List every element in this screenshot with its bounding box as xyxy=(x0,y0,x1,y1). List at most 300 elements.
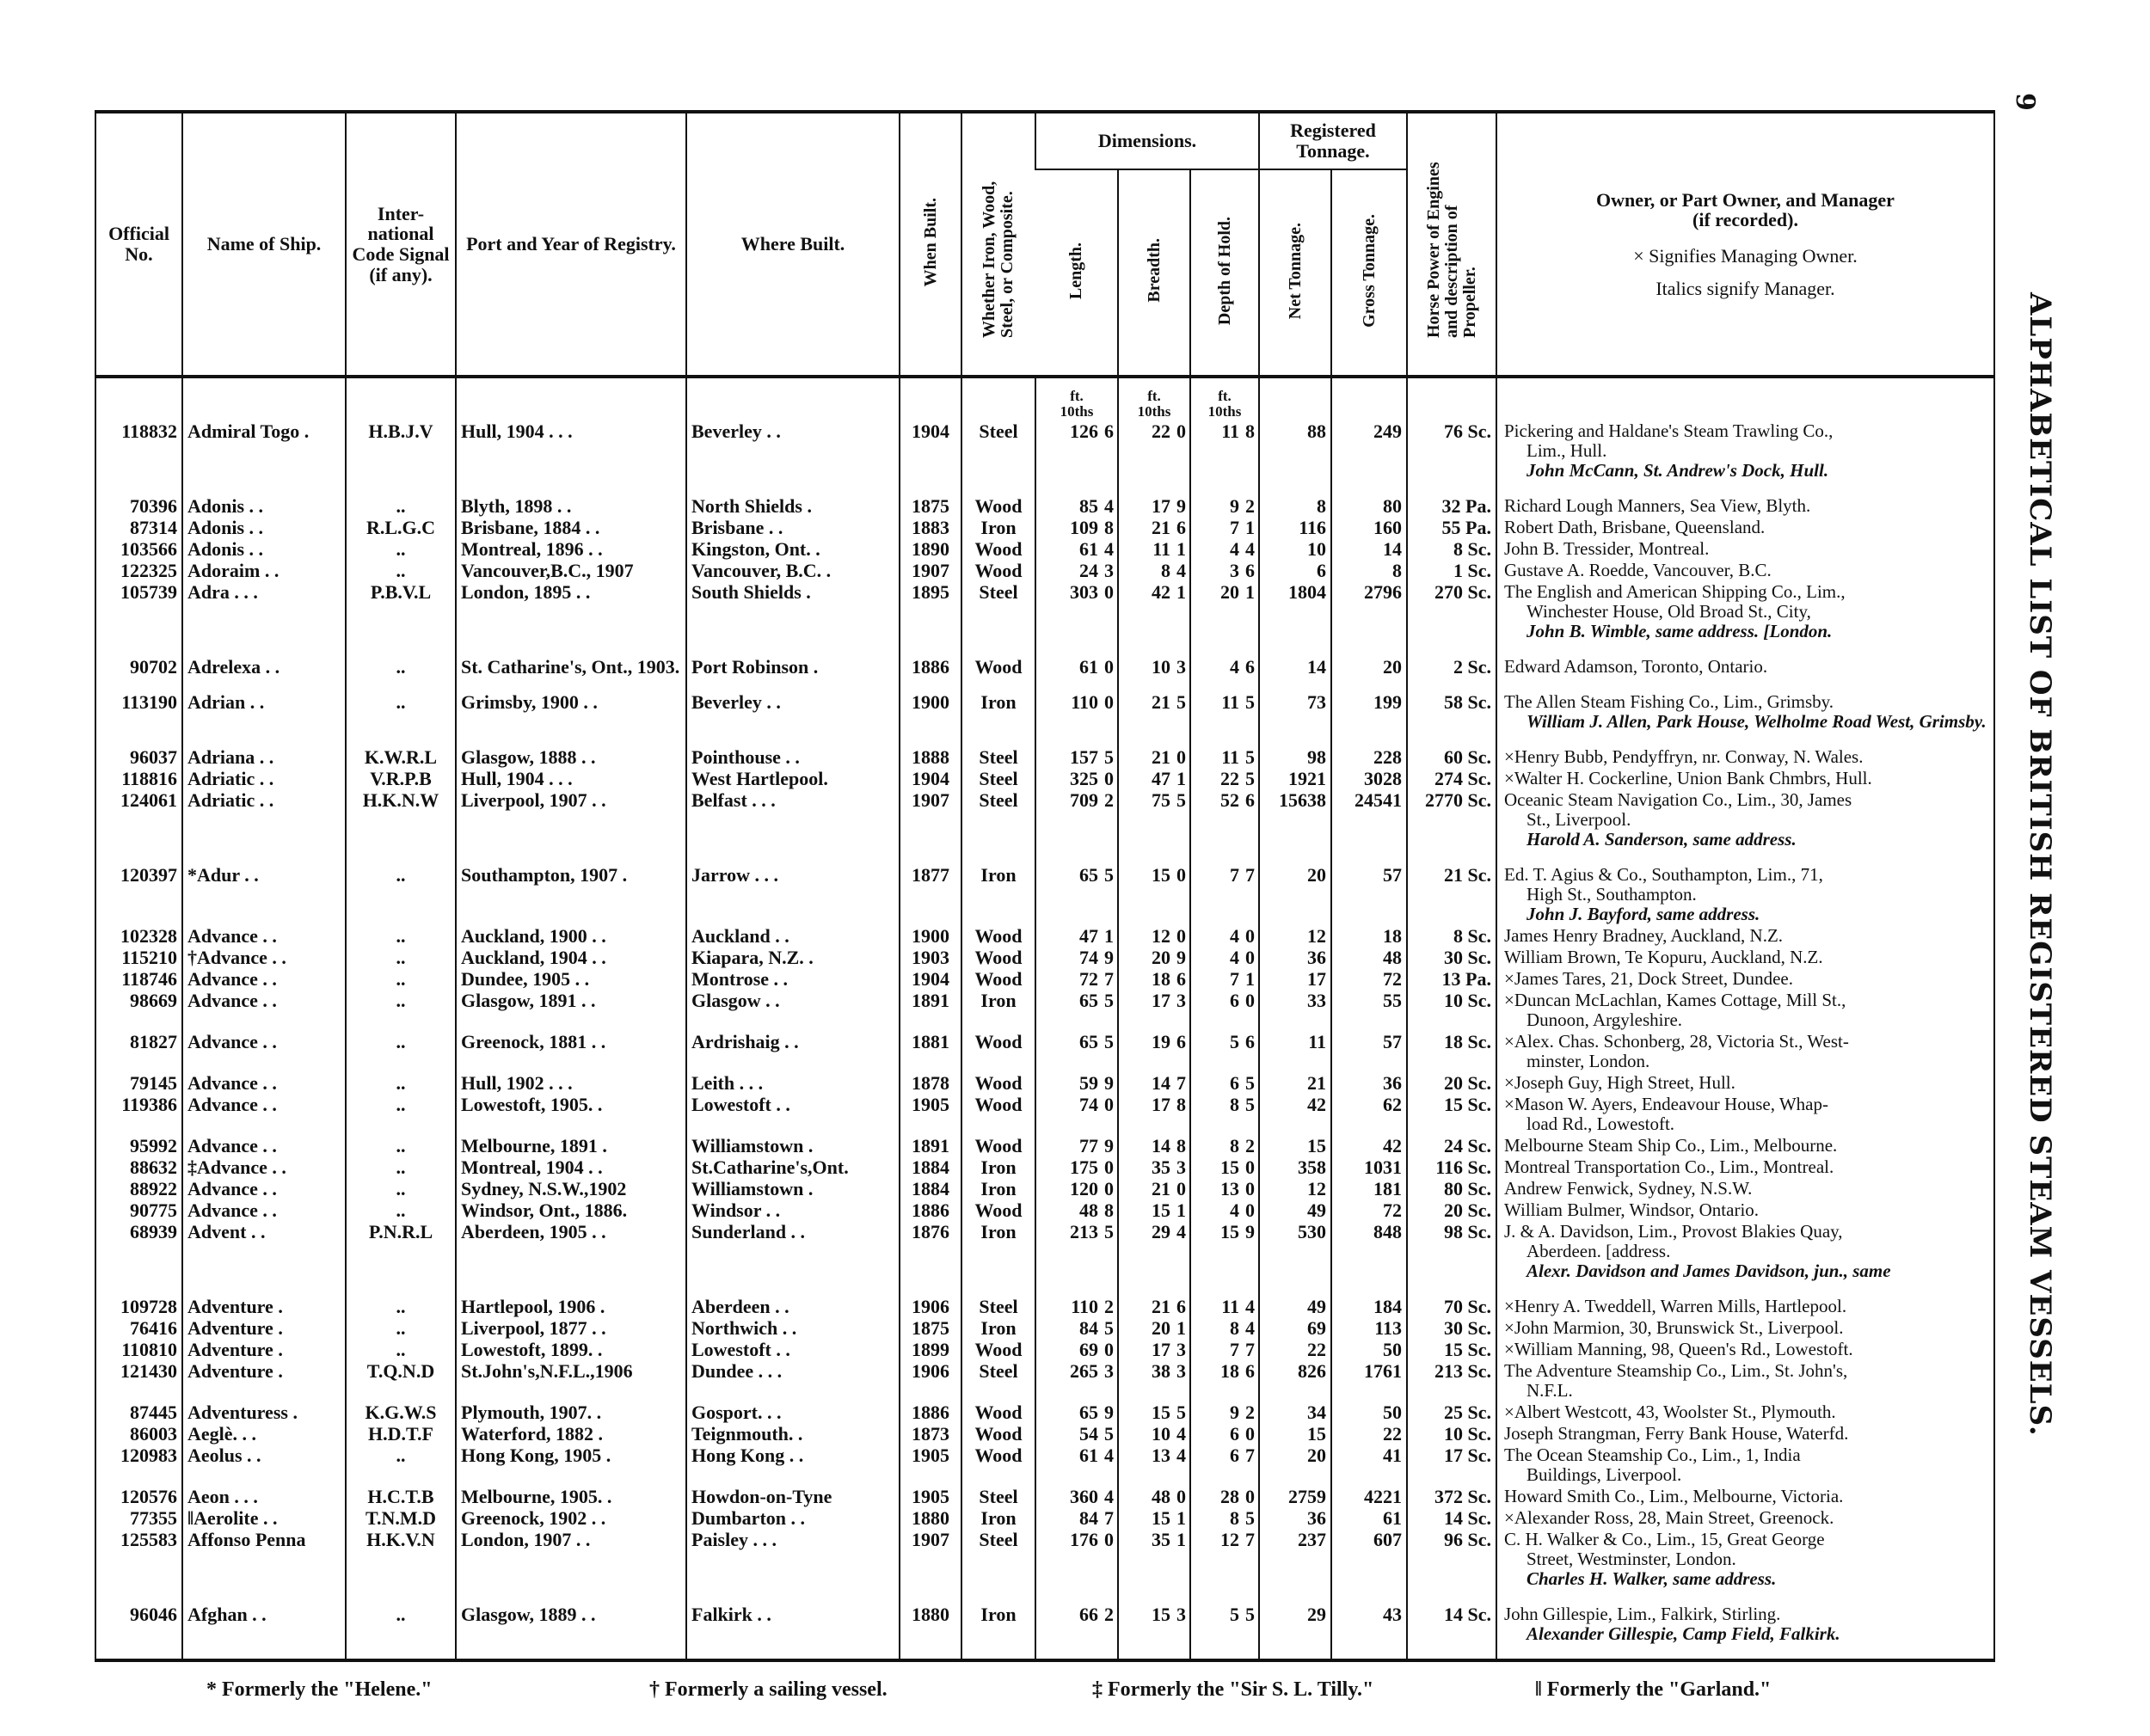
gross-tonnage: 228 xyxy=(1331,746,1407,768)
official-number: 88632 xyxy=(130,1156,177,1178)
horse-power: 32 Pa. xyxy=(1407,495,1496,517)
breadth-feet: 17 xyxy=(1152,495,1170,517)
breadth xyxy=(1118,1178,1190,1199)
depth-of-hold-value xyxy=(1195,1136,1255,1156)
breadth xyxy=(1118,1423,1190,1445)
breadth-feet: 47 xyxy=(1152,768,1170,789)
spacer-cell xyxy=(1118,642,1190,656)
breadth xyxy=(1118,768,1190,789)
length-tenths: 2 xyxy=(1104,789,1114,811)
depth-of-hold-value xyxy=(1195,1222,1255,1242)
gross-tonnage: 199 xyxy=(1331,691,1407,733)
depth-of-hold-tenths: 5 xyxy=(1245,691,1255,713)
gross-tonnage: 50 xyxy=(1331,1339,1407,1360)
ship-name: Adventuress . xyxy=(182,1402,346,1423)
spacer-cell xyxy=(961,1645,1035,1659)
depth-of-hold-tenths: 0 xyxy=(1245,1423,1255,1445)
owner-name: ×Duncan McLachlan, Kames Cottage, Mill St., xyxy=(1504,990,1846,1010)
year-built: 1880 xyxy=(900,1604,961,1645)
length-tenths: 9 xyxy=(1104,947,1114,968)
ship-register-table xyxy=(95,110,1995,1662)
spacer-cell xyxy=(1118,1645,1190,1659)
port-and-year: Lowestoft, 1905. . xyxy=(456,1094,686,1135)
spacer-cell xyxy=(1035,678,1118,691)
breadth-feet: 19 xyxy=(1152,1031,1170,1052)
gross-tonnage: 607 xyxy=(1331,1529,1407,1590)
net-tonnage: 10 xyxy=(1259,538,1331,560)
table-row xyxy=(96,1486,1993,1507)
depth-of-hold-value xyxy=(1195,1073,1255,1093)
hull-material: Wood xyxy=(961,947,1035,968)
year-built: 1906 xyxy=(900,1296,961,1317)
code-signal: H.B.J.V xyxy=(346,420,456,482)
spacer-cell xyxy=(182,1282,346,1296)
owner-name: ×Henry A. Tweddell, Warren Mills, Hartlepool. xyxy=(1504,1296,1847,1316)
owner-entry xyxy=(1496,864,1993,925)
table-row xyxy=(96,968,1993,990)
owner-address-continued: High St., Southampton. xyxy=(1526,884,1697,905)
owner-name: ×Walter H. Cockerline, Union Bank Chmbrs, Hull. xyxy=(1504,768,1872,788)
depth-of-hold-tenths: 5 xyxy=(1245,746,1255,768)
header-horse-power xyxy=(1407,113,1496,377)
spacer-cell xyxy=(346,733,456,746)
breadth-value xyxy=(1122,1424,1186,1444)
page-content xyxy=(95,110,1995,1702)
depth-of-hold-feet: 6 xyxy=(1230,990,1239,1011)
breadth-feet: 14 xyxy=(1152,1072,1170,1094)
net-tonnage: 12 xyxy=(1259,925,1331,947)
depth-of-hold-tenths: 7 xyxy=(1245,1445,1255,1466)
where-built: Belfast . . . xyxy=(686,789,900,850)
depth-of-hold-tenths: 0 xyxy=(1245,925,1255,947)
table-row xyxy=(96,517,1993,538)
length-feet: 110 xyxy=(1071,691,1098,713)
year-built: 1907 xyxy=(900,789,961,850)
running-title: ALPHABETICAL LIST OF BRITISH REGISTERED STEAM VESSELS. xyxy=(2023,292,2057,1437)
unit-feet-label: ft. xyxy=(1147,388,1161,404)
port-and-year: Montreal, 1904 . . xyxy=(456,1156,686,1178)
breadth-tenths: 9 xyxy=(1176,495,1186,517)
breadth-feet: 17 xyxy=(1152,1339,1170,1360)
length-tenths: 0 xyxy=(1104,1178,1114,1199)
owner-entry xyxy=(1496,947,1993,968)
length-value xyxy=(1040,948,1114,967)
length-value xyxy=(1040,582,1114,602)
depth-of-hold-feet: 9 xyxy=(1230,495,1239,517)
spacer-cell xyxy=(1407,482,1496,495)
owner-name: ×James Tares, 21, Dock Street, Dundee. xyxy=(1504,968,1793,989)
length xyxy=(1035,420,1118,482)
ship-name: Advance . . xyxy=(182,1199,346,1221)
length-value xyxy=(1040,421,1114,441)
where-built: Ardrishaig . . xyxy=(686,1031,900,1072)
gross-tonnage: 8 xyxy=(1331,560,1407,581)
where-built: Pointhouse . . xyxy=(686,746,900,768)
breadth-tenths: 1 xyxy=(1176,1507,1186,1529)
owner-entry xyxy=(1496,538,1993,560)
length-value xyxy=(1040,769,1114,788)
depth-of-hold-tenths: 5 xyxy=(1245,1094,1255,1115)
depth-of-hold-tenths: 7 xyxy=(1245,1339,1255,1360)
depth-of-hold-tenths: 6 xyxy=(1245,789,1255,811)
length-value xyxy=(1040,1157,1114,1177)
net-tonnage: 49 xyxy=(1259,1296,1331,1317)
units-spacer xyxy=(1496,377,1993,420)
depth-of-hold xyxy=(1190,581,1259,642)
year-built: 1904 xyxy=(900,968,961,990)
port-and-year: Hartlepool, 1906 . xyxy=(456,1296,686,1317)
depth-of-hold-feet: 6 xyxy=(1230,1445,1239,1466)
horse-power: 14 Sc. xyxy=(1407,1604,1496,1645)
depth-of-hold xyxy=(1190,947,1259,968)
official-number: 118746 xyxy=(121,968,177,990)
breadth xyxy=(1118,1486,1190,1507)
breadth-tenths: 4 xyxy=(1176,1423,1186,1445)
depth-of-hold-feet: 15 xyxy=(1220,1221,1239,1242)
depth-of-hold-value xyxy=(1195,790,1255,810)
spacer-cell xyxy=(456,733,686,746)
official-number: 120576 xyxy=(120,1486,177,1507)
depth-of-hold-value xyxy=(1195,969,1255,989)
spacer-cell xyxy=(961,678,1035,691)
table-row xyxy=(96,1072,1993,1094)
breadth-tenths: 9 xyxy=(1176,947,1186,968)
header-material-label: Whether Iron, Wood, Steel, or Composite. xyxy=(980,181,1017,338)
breadth-value xyxy=(1122,926,1186,946)
row-spacer xyxy=(96,1590,1993,1604)
year-built: 1907 xyxy=(900,560,961,581)
breadth-feet: 21 xyxy=(1152,1178,1170,1199)
manager-name: Alexr. Davidson and James Davidson, jun., same xyxy=(1526,1261,1891,1281)
ship-name: Advance . . xyxy=(182,968,346,990)
depth-of-hold-tenths: 4 xyxy=(1245,538,1255,560)
depth-of-hold xyxy=(1190,925,1259,947)
owner-entry xyxy=(1496,1156,1993,1178)
net-tonnage: 237 xyxy=(1259,1529,1331,1590)
length-value xyxy=(1040,1179,1114,1199)
header-owner-sub: (if recorded). xyxy=(1692,209,1798,231)
port-and-year: Glasgow, 1889 . . xyxy=(456,1604,686,1645)
length-value xyxy=(1040,790,1114,810)
owner-address-continued: Street, Westminster, London. xyxy=(1526,1549,1736,1569)
official-number: 90775 xyxy=(130,1199,177,1221)
depth-of-hold-feet: 4 xyxy=(1230,947,1239,968)
breadth-feet: 15 xyxy=(1152,1199,1170,1221)
breadth-value xyxy=(1122,657,1186,677)
depth-of-hold-value xyxy=(1195,747,1255,767)
owner-entry xyxy=(1496,990,1993,1031)
port-and-year: Greenock, 1902 . . xyxy=(456,1507,686,1529)
owner-name: Ed. T. Agius & Co., Southampton, Lim., 71, xyxy=(1504,864,1823,885)
hull-material: Wood xyxy=(961,656,1035,678)
length-value xyxy=(1040,1604,1114,1624)
spacer-cell xyxy=(346,1645,456,1659)
code-signal: .. xyxy=(346,1339,456,1360)
depth-of-hold-value xyxy=(1195,657,1255,677)
hull-material: Iron xyxy=(961,517,1035,538)
breadth-tenths: 3 xyxy=(1176,1360,1186,1382)
table-row xyxy=(96,789,1993,850)
depth-of-hold-tenths: 1 xyxy=(1245,581,1255,603)
owner-entry xyxy=(1496,1423,1993,1445)
table-row xyxy=(96,990,1993,1031)
official-number: 110810 xyxy=(121,1339,177,1360)
spacer-cell xyxy=(182,850,346,864)
breadth-feet: 17 xyxy=(1152,990,1170,1011)
owner-address-continued: St., Liverpool. xyxy=(1526,809,1631,830)
hull-material: Iron xyxy=(961,990,1035,1031)
table-row xyxy=(96,1317,1993,1339)
depth-of-hold xyxy=(1190,517,1259,538)
breadth-feet: 11 xyxy=(1152,538,1170,560)
breadth-feet: 20 xyxy=(1152,1317,1170,1339)
code-signal: K.W.R.L xyxy=(346,746,456,768)
breadth xyxy=(1118,1529,1190,1590)
official-number: 68939 xyxy=(130,1221,177,1242)
net-tonnage: 6 xyxy=(1259,560,1331,581)
owner-entry xyxy=(1496,1199,1993,1221)
breadth-value xyxy=(1122,769,1186,788)
where-built: Dundee . . . xyxy=(686,1360,900,1402)
hull-material: Steel xyxy=(961,746,1035,768)
gross-tonnage: 181 xyxy=(1331,1178,1407,1199)
breadth-value xyxy=(1122,1402,1186,1422)
length-value xyxy=(1040,1402,1114,1422)
depth-of-hold-value xyxy=(1195,1445,1255,1465)
units-spacer xyxy=(346,377,456,420)
depth-of-hold-feet: 7 xyxy=(1230,1339,1239,1360)
ship-name: Advance . . xyxy=(182,1178,346,1199)
length-tenths: 2 xyxy=(1104,1604,1114,1625)
net-tonnage: 14 xyxy=(1259,656,1331,678)
port-and-year: Hull, 1904 . . . xyxy=(456,768,686,789)
breadth xyxy=(1118,789,1190,850)
depth-of-hold xyxy=(1190,1529,1259,1590)
breadth-feet: 10 xyxy=(1152,1423,1170,1445)
breadth xyxy=(1118,1135,1190,1156)
depth-of-hold-feet: 8 xyxy=(1230,1317,1239,1339)
spacer-cell xyxy=(1407,1590,1496,1604)
spacer-cell xyxy=(900,850,961,864)
hull-material: Iron xyxy=(961,1156,1035,1178)
breadth xyxy=(1118,1604,1190,1645)
hull-material: Steel xyxy=(961,1360,1035,1402)
spacer-cell xyxy=(346,642,456,656)
breadth xyxy=(1118,538,1190,560)
length-value xyxy=(1040,1095,1114,1114)
length-feet: 61 xyxy=(1079,656,1098,678)
port-and-year: Windsor, Ont., 1886. xyxy=(456,1199,686,1221)
owner-entry xyxy=(1496,1604,1993,1645)
net-tonnage: 20 xyxy=(1259,864,1331,925)
length xyxy=(1035,1296,1118,1317)
gross-tonnage: 42 xyxy=(1331,1135,1407,1156)
row-spacer xyxy=(96,482,1993,495)
header-net-tonnage xyxy=(1259,169,1331,377)
breadth-tenths: 0 xyxy=(1176,1178,1186,1199)
breadth-value xyxy=(1122,1297,1186,1316)
where-built: Hong Kong . . xyxy=(686,1445,900,1486)
horse-power: 8 Sc. xyxy=(1407,925,1496,947)
length-tenths: 2 xyxy=(1104,1296,1114,1317)
net-tonnage: 15638 xyxy=(1259,789,1331,850)
table-row xyxy=(96,656,1993,678)
spacer-cell xyxy=(96,733,182,746)
official-number: 120983 xyxy=(120,1445,177,1466)
breadth xyxy=(1118,1402,1190,1423)
gross-tonnage: 24541 xyxy=(1331,789,1407,850)
breadth-tenths: 3 xyxy=(1176,1604,1186,1625)
spacer-cell xyxy=(1407,1282,1496,1296)
year-built: 1881 xyxy=(900,1031,961,1072)
owner-name: ×Alex. Chas. Schonberg, 28, Victoria St., West- xyxy=(1504,1031,1849,1052)
header-owner-note-italics: Italics signify Manager. xyxy=(1656,277,1835,299)
table-row xyxy=(96,560,1993,581)
spacer-cell xyxy=(1118,733,1190,746)
length-tenths: 0 xyxy=(1104,1529,1114,1550)
table-row xyxy=(96,1178,1993,1199)
hull-material: Wood xyxy=(961,560,1035,581)
breadth-feet: 15 xyxy=(1152,864,1170,886)
horse-power: 76 Sc. xyxy=(1407,420,1496,482)
year-built: 1904 xyxy=(900,768,961,789)
depth-of-hold-value xyxy=(1195,518,1255,537)
breadth-feet: 21 xyxy=(1152,517,1170,538)
year-built: 1886 xyxy=(900,1402,961,1423)
horse-power: 25 Sc. xyxy=(1407,1402,1496,1423)
length-value xyxy=(1040,657,1114,677)
header-material xyxy=(961,113,1035,377)
owner-name: Joseph Strangman, Ferry Bank House, Waterfd. xyxy=(1504,1423,1849,1444)
gross-tonnage: 249 xyxy=(1331,420,1407,482)
spacer-cell xyxy=(1259,733,1331,746)
breadth xyxy=(1118,968,1190,990)
breadth-feet: 10 xyxy=(1152,656,1170,678)
code-signal: K.G.W.S xyxy=(346,1402,456,1423)
owner-name: Pickering and Haldane's Steam Trawling Co., xyxy=(1504,420,1834,441)
hull-material: Wood xyxy=(961,1445,1035,1486)
owner-address-continued: Buildings, Liverpool. xyxy=(1526,1464,1682,1485)
length-tenths: 3 xyxy=(1104,1360,1114,1382)
header-length-label: Length. xyxy=(1066,242,1085,299)
depth-of-hold-feet: 8 xyxy=(1230,1135,1239,1156)
gross-tonnage: 184 xyxy=(1331,1296,1407,1317)
length-feet: 120 xyxy=(1070,1178,1098,1199)
spacer-cell xyxy=(456,642,686,656)
code-signal: .. xyxy=(346,925,456,947)
hull-material: Iron xyxy=(961,691,1035,733)
length-tenths: 4 xyxy=(1104,538,1114,560)
spacer-cell xyxy=(1407,850,1496,864)
ship-name: Advance . . xyxy=(182,1094,346,1135)
spacer-cell xyxy=(1190,1645,1259,1659)
length-feet: 84 xyxy=(1079,1507,1098,1529)
depth-of-hold-tenths: 6 xyxy=(1245,1360,1255,1382)
net-tonnage: 826 xyxy=(1259,1360,1331,1402)
official-number: 70396 xyxy=(130,495,177,517)
row-spacer xyxy=(96,1282,1993,1296)
gross-tonnage: 48 xyxy=(1331,947,1407,968)
breadth-feet: 21 xyxy=(1152,1296,1170,1317)
depth-of-hold-feet: 28 xyxy=(1220,1486,1239,1507)
where-built: Brisbane . . xyxy=(686,517,900,538)
length xyxy=(1035,789,1118,850)
horse-power: 20 Sc. xyxy=(1407,1072,1496,1094)
ship-name: Adriatic . . xyxy=(182,768,346,789)
units-spacer xyxy=(1259,377,1331,420)
official-number: 105739 xyxy=(120,581,177,603)
spacer-cell xyxy=(182,482,346,495)
owner-entry xyxy=(1496,656,1993,678)
official-number: 122325 xyxy=(120,560,177,581)
owner-entry xyxy=(1496,1317,1993,1339)
year-built: 1900 xyxy=(900,691,961,733)
owner-name: The English and American Shipping Co., Lim., xyxy=(1504,581,1846,602)
spacer-cell xyxy=(961,642,1035,656)
breadth-value xyxy=(1122,1318,1186,1338)
breadth-feet: 20 xyxy=(1152,947,1170,968)
owner-entry xyxy=(1496,495,1993,517)
horse-power: 60 Sc. xyxy=(1407,746,1496,768)
table-row xyxy=(96,1031,1993,1072)
port-and-year: Grimsby, 1900 . . xyxy=(456,691,686,733)
where-built: West Hartlepool. xyxy=(686,768,900,789)
code-signal: H.D.T.F xyxy=(346,1423,456,1445)
header-code-signal: Inter-national Code Signal (if any). xyxy=(346,113,456,377)
code-signal: P.B.V.L xyxy=(346,581,456,642)
official-number: 103566 xyxy=(120,538,177,560)
header-tonnage: Registered Tonnage. xyxy=(1259,113,1407,169)
breadth-tenths: 6 xyxy=(1176,517,1186,538)
ship-name: ‖Aerolite . . xyxy=(182,1507,346,1529)
table-row xyxy=(96,864,1993,925)
owner-name: ×Mason W. Ayers, Endeavour House, Whap- xyxy=(1504,1094,1828,1114)
breadth-tenths: 7 xyxy=(1176,1072,1186,1094)
breadth xyxy=(1118,990,1190,1031)
port-and-year: Liverpool, 1877 . . xyxy=(456,1317,686,1339)
horse-power: 20 Sc. xyxy=(1407,1199,1496,1221)
breadth-feet: 38 xyxy=(1152,1360,1170,1382)
breadth xyxy=(1118,1296,1190,1317)
ship-name: Affonso Penna xyxy=(182,1529,346,1590)
port-and-year: Waterford, 1882 . xyxy=(456,1423,686,1445)
spacer-cell xyxy=(1496,733,1993,746)
breadth-feet: 12 xyxy=(1152,925,1170,947)
length-value xyxy=(1040,1508,1114,1528)
depth-of-hold-feet: 4 xyxy=(1230,656,1239,678)
length-value xyxy=(1040,1222,1114,1242)
row-spacer xyxy=(96,850,1993,864)
breadth-feet: 22 xyxy=(1152,420,1170,442)
port-and-year: Hull, 1902 . . . xyxy=(456,1072,686,1094)
hull-material: Steel xyxy=(961,1486,1035,1507)
net-tonnage: 73 xyxy=(1259,691,1331,733)
net-tonnage: 1921 xyxy=(1259,768,1331,789)
depth-of-hold xyxy=(1190,968,1259,990)
depth-of-hold-feet: 11 xyxy=(1221,1296,1239,1317)
length-feet: 265 xyxy=(1070,1360,1098,1382)
port-and-year: Lowestoft, 1899. . xyxy=(456,1339,686,1360)
owner-entry xyxy=(1496,1445,1993,1486)
where-built: Dumbarton . . xyxy=(686,1507,900,1529)
depth-of-hold-value xyxy=(1195,496,1255,516)
horse-power: 70 Sc. xyxy=(1407,1296,1496,1317)
length xyxy=(1035,560,1118,581)
depth-of-hold xyxy=(1190,495,1259,517)
depth-of-hold xyxy=(1190,1199,1259,1221)
where-built: Kingston, Ont. . xyxy=(686,538,900,560)
official-number: 87314 xyxy=(130,517,177,538)
